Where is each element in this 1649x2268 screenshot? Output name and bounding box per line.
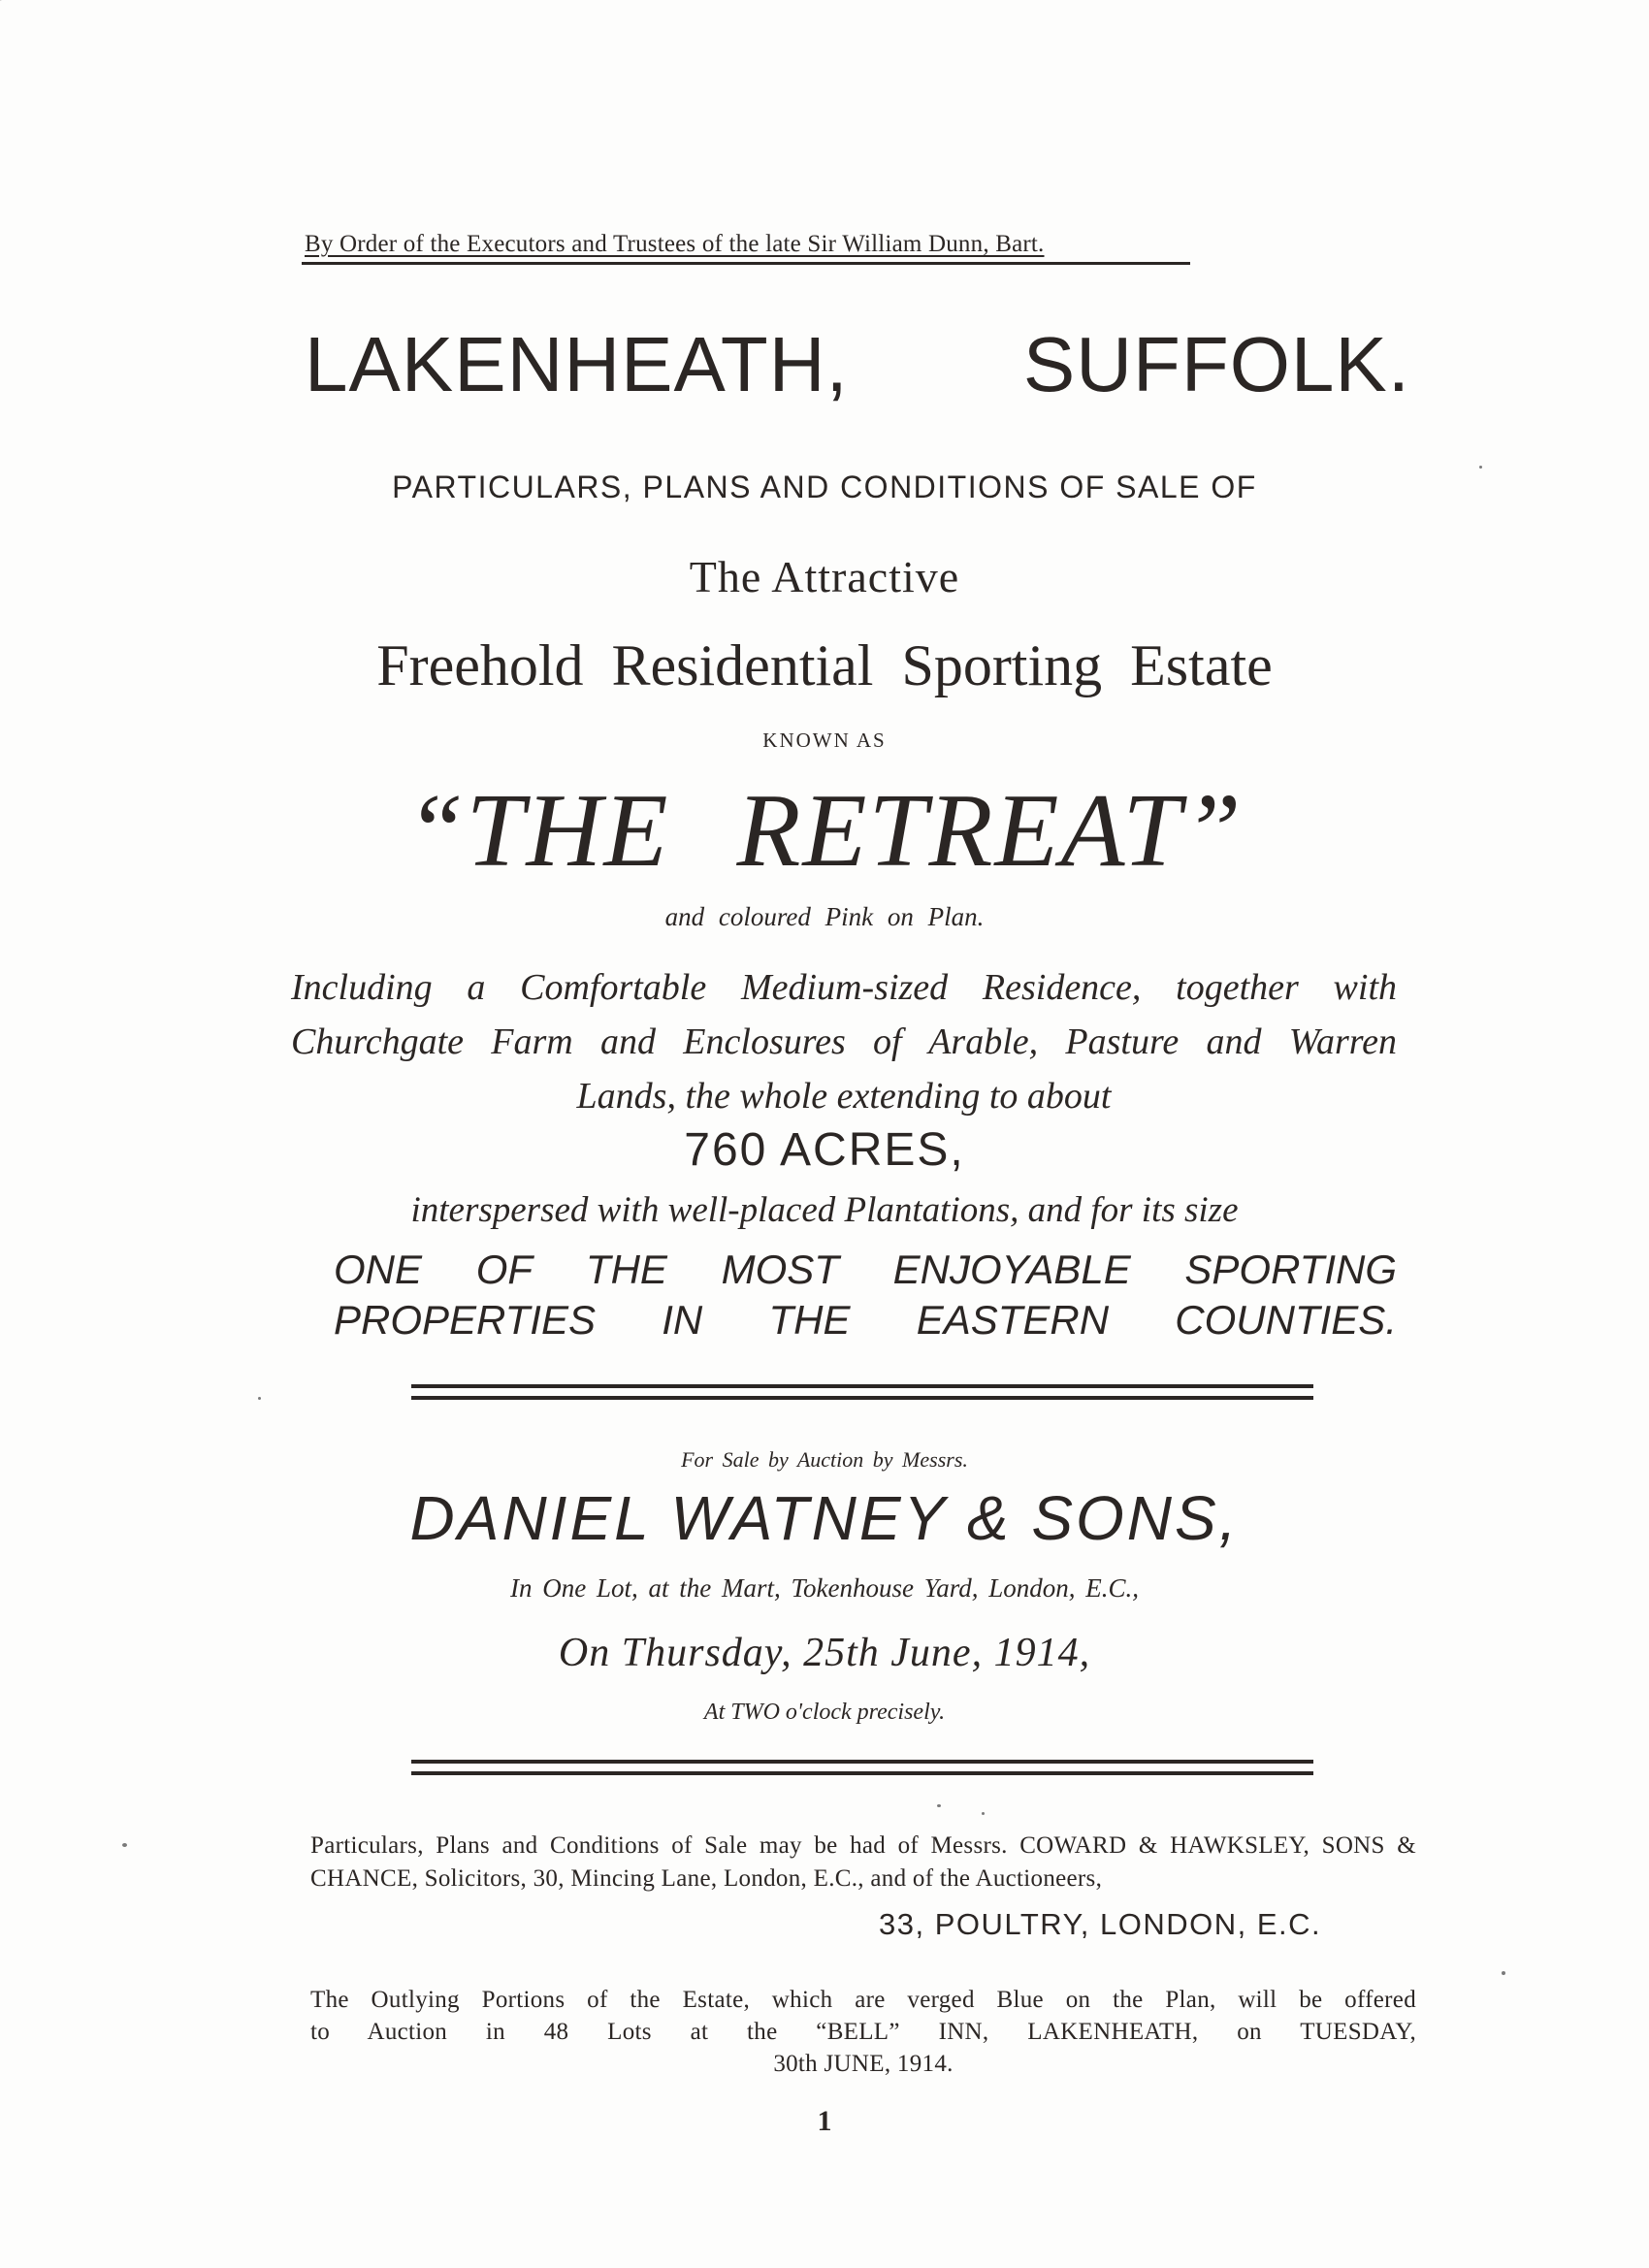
known-as-label: KNOWN AS (762, 729, 887, 752)
estate-type-heading: Freehold Residential Sporting Estate (376, 633, 1273, 697)
scan-speck (1502, 1971, 1505, 1975)
outlying-line-3: 30th JUNE, 1914. (773, 2051, 954, 2077)
estate-description (291, 960, 1397, 1123)
plantations-note: interspersed with well-placed Plantations, and for its size (410, 1190, 1239, 1230)
scan-speck (1479, 466, 1482, 469)
scan-edge (0, 0, 48, 1)
description-line-2: Churchgate Farm and Enclosures of Arable, Pasture and Warren (291, 1021, 1397, 1062)
scan-speck (258, 1397, 261, 1400)
header-rule (302, 262, 1190, 265)
highlight-line-1: ONE OF THE MOST ENJOYABLE SPORTING (334, 1247, 1397, 1292)
divider-upper (411, 1384, 1313, 1400)
estate-name: “THE RETREAT” (405, 773, 1244, 889)
divider-lower (411, 1760, 1313, 1775)
highlight-line-2: PROPERTIES IN THE EASTERN COUNTIES. (334, 1297, 1397, 1343)
scan-speck (122, 1843, 127, 1847)
auctioneer-name: DANIEL WATNEY & SONS, (409, 1483, 1240, 1553)
title-county: SUFFOLK. (1022, 321, 1410, 407)
outlying-portions-note (310, 1984, 1416, 2080)
attractive-heading: The Attractive (689, 552, 960, 601)
description-line-3: Lands, the whole extending to about (576, 1076, 1112, 1117)
auctioneer-address: 33, POULTRY, LONDON, E.C. (879, 1907, 1322, 1941)
acreage: 760 ACRES, (684, 1124, 965, 1176)
plan-colour-note: and coloured Pink on Plan. (664, 902, 985, 931)
auction-location: In One Lot, at the Mart, Tokenhouse Yard, London, E.C., (509, 1573, 1140, 1603)
page-title (305, 320, 1410, 409)
description-line-1: Including a Comfortable Medium-sized Residence, together with (291, 967, 1397, 1008)
scan-speck (937, 1804, 941, 1807)
page-number: 1 (817, 2105, 832, 2137)
for-sale-note: For Sale by Auction by Messrs. (681, 1447, 968, 1472)
outlying-line-2: to Auction in 48 Lots at the “BELL” INN, LAKENHEATH, on TUESDAY, (310, 2019, 1416, 2045)
title-place: LAKENHEATH, (305, 321, 849, 407)
highlight-statement (334, 1245, 1397, 1345)
auction-time: At TWO o'clock precisely. (703, 1700, 946, 1725)
scan-speck (982, 1812, 985, 1815)
outlying-line-1: The Outlying Portions of the Estate, which are verged Blue on the Plan, will be offered (310, 1987, 1416, 2013)
sale-intro: PARTICULARS, PLANS AND CONDITIONS OF SALE OF (392, 470, 1257, 504)
auction-date: On Thursday, 25th June, 1914, (558, 1631, 1091, 1675)
order-note (305, 231, 1189, 258)
particulars-note: Particulars, Plans and Conditions of Sale may be had of Messrs. COWARD & HAWKSLEY, SONS & CHANCE, Solicitors, 30, Mincing Lane, London, E.C., and of the Auctioneers, (310, 1832, 1416, 1892)
order-note-text: By Order of the Executors and Trustees of the late Sir William Dunn, Bart. (305, 231, 1045, 257)
